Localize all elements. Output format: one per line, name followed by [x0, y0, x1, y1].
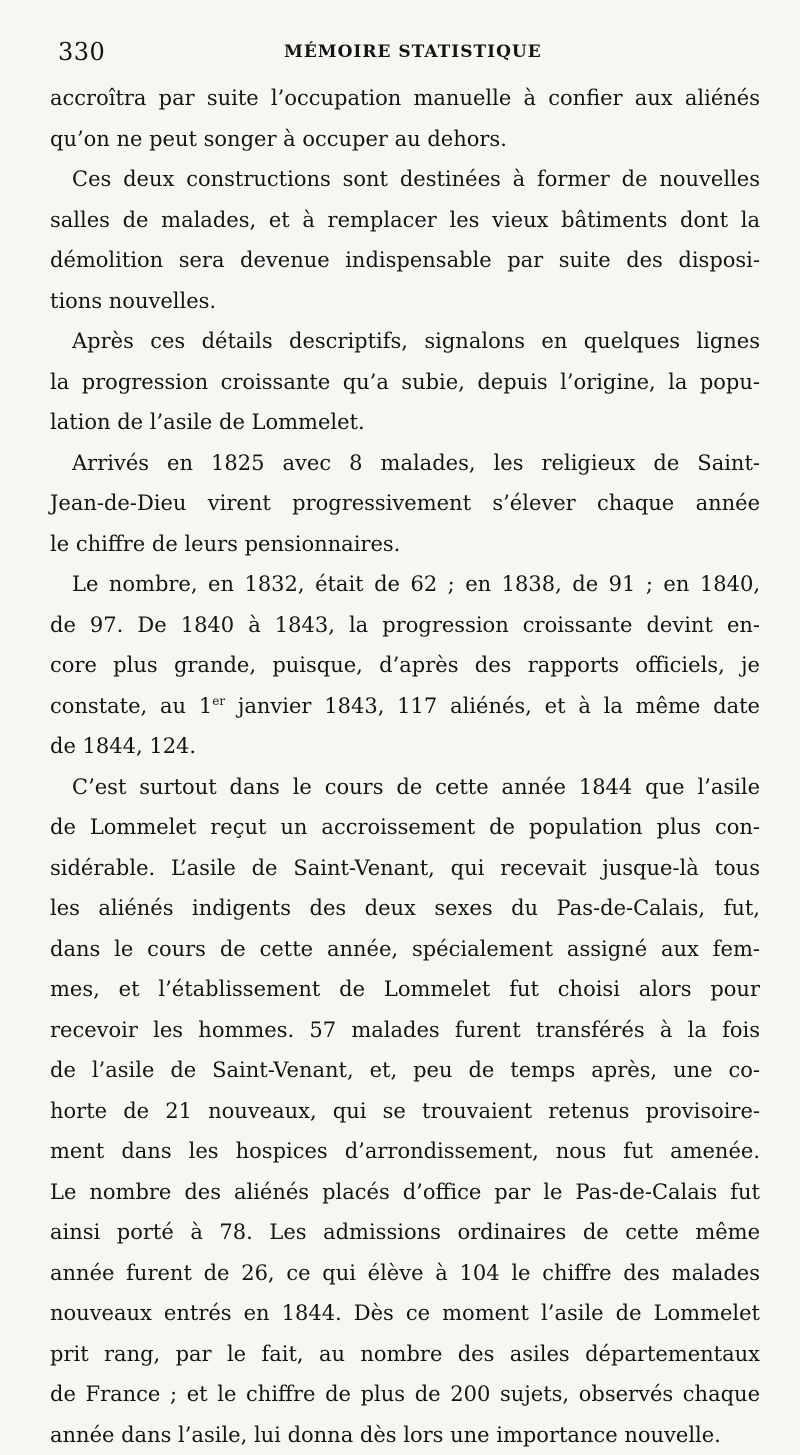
ordinal-superscript: er: [212, 694, 225, 708]
text-line: les aliénés indigents des deux sexes du Pas-de-Calais, fut,: [50, 888, 760, 929]
running-title: MÉMOIRE STATISTIQUE: [284, 42, 542, 62]
text-line: Jean-de-Dieu virent progressivement s’élever chaque année: [50, 483, 760, 524]
text-line: Le nombre des aliénés placés d’office par le Pas-de-Calais fut: [50, 1172, 760, 1213]
text-fragment: janvier 1843, 117 aliénés, et à la même date: [225, 694, 760, 718]
text-line: le chiffre de leurs pensionnaires.: [50, 524, 760, 565]
text-line: horte de 21 nouveaux, qui se trouvaient retenus provisoire-: [50, 1091, 760, 1132]
text-line: nouveaux entrés en 1844. Dès ce moment l’asile de Lommelet: [50, 1293, 760, 1334]
text-line: ainsi porté à 78. Les admissions ordinaires de cette même: [50, 1212, 760, 1253]
text-line: core plus grande, puisque, d’après des rapports officiels, je: [50, 645, 760, 686]
text-line: tions nouvelles.: [50, 281, 760, 322]
text-line: de Lommelet reçut un accroissement de population plus con-: [50, 807, 760, 848]
text-line: de 97. De 1840 à 1843, la progression croissante devint en-: [50, 605, 760, 646]
text-line: salles de malades, et à remplacer les vieux bâtiments dont la: [50, 200, 760, 241]
text-line: année dans l’asile, lui donna dès lors une importance nouvelle.: [50, 1415, 760, 1455]
text-line: Ces deux constructions sont destinées à former de nouvelles: [50, 159, 760, 200]
text-line: dans le cours de cette année, spécialement assigné aux fem-: [50, 929, 760, 970]
text-line: prit rang, par le fait, au nombre des asiles départementaux: [50, 1334, 760, 1375]
text-line: mes, et l’établissement de Lommelet fut choisi alors pour: [50, 969, 760, 1010]
text-line: Le nombre, en 1832, était de 62 ; en 1838, de 91 ; en 1840,: [50, 564, 760, 605]
text-line: sidérable. L’asile de Saint-Venant, qui recevait jusque-là tous: [50, 848, 760, 889]
page-number: 330: [58, 38, 105, 66]
text-line: la progression croissante qu’a subie, depuis l’origine, la popu-: [50, 362, 760, 403]
text-line: accroîtra par suite l’occupation manuelle à confier aux aliénés: [50, 78, 760, 119]
body-text: [50, 78, 760, 1455]
text-line: ment dans les hospices d’arrondissement, nous fut amenée.: [50, 1131, 760, 1172]
text-line: lation de l’asile de Lommelet.: [50, 402, 760, 443]
text-line: recevoir les hommes. 57 malades furent transférés à la fois: [50, 1010, 760, 1051]
text-line: année furent de 26, ce qui élève à 104 le chiffre des malades: [50, 1253, 760, 1294]
text-line: C’est surtout dans le cours de cette année 1844 que l’asile: [50, 767, 760, 808]
text-line: de France ; et le chiffre de plus de 200 sujets, observés chaque: [50, 1374, 760, 1415]
text-line: Arrivés en 1825 avec 8 malades, les religieux de Saint-: [50, 443, 760, 484]
text-line-with-superscript: [50, 686, 760, 727]
text-line: démolition sera devenue indispensable par suite des disposi-: [50, 240, 760, 281]
text-fragment: constate, au 1: [50, 694, 212, 718]
text-line: Après ces détails descriptifs, signalons en quelques lignes: [50, 321, 760, 362]
text-line: qu’on ne peut songer à occuper au dehors.: [50, 119, 760, 160]
text-line: de 1844, 124.: [50, 726, 760, 767]
text-line: de l’asile de Saint-Venant, et, peu de temps après, une co-: [50, 1050, 760, 1091]
